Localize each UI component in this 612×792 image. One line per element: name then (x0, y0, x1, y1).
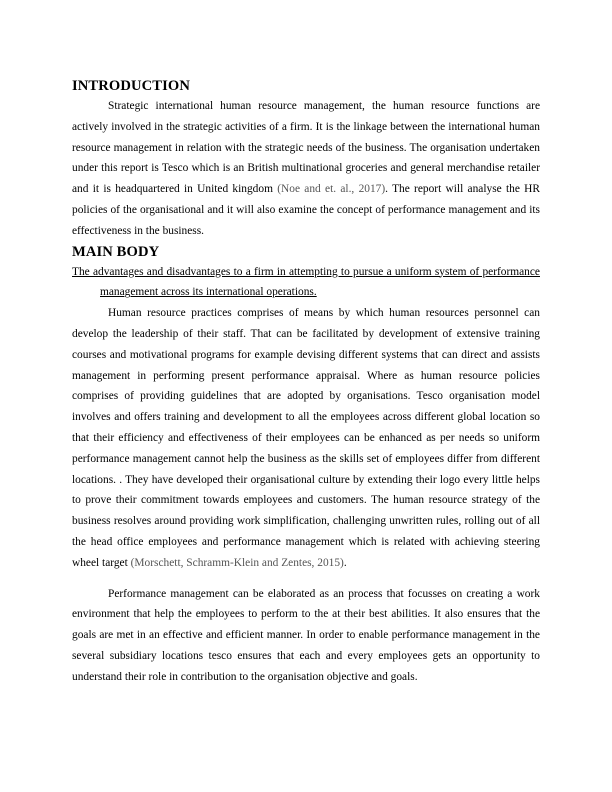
introduction-heading: INTRODUCTION (72, 78, 190, 94)
introduction-text-tail: . The report will analyse the HR policies of the organisational and it will also examine the concept of performance management and its effectiveness in the business. (72, 183, 540, 237)
paragraph-1-text-tail: . (343, 556, 347, 569)
main-body-subheading: The advantages and disadvantages to a firm in attempting to pursue a uniform system of performance management across its international operations. (72, 265, 540, 299)
main-body-paragraph-1 (72, 303, 540, 573)
introduction-text: Strategic international human resource management, the human resource functions are actively involved in the strategic activities of a firm. It is the linkage between the international human resource management in relation with the strategic needs of the business. The organisation undertaken under this report is Tesco which is an British multinational groceries and general merchandise retailer and it is headquartered in United kingdom (72, 100, 540, 196)
introduction-citation: (Noe and et. al., 2017) (277, 183, 386, 196)
paragraph-1-citation: (Morschett, Schramm-Klein and Zentes, 2015) (130, 556, 344, 569)
paragraph-1-text: Human resource practices comprises of means by which human resources personnel can develop the leadership of their staff. That can be facilitated by development of extensive training courses and motivational programs for example devising different systems that can direct and assists management in performing present performance appraisal. Where as human resource policies comprises of providing guidelines that are adopted by organisations. Tesco organisation model involves and offers training and development to all the employees across different global location so that their efficiency and effectiveness of their employees can be enhanced as per needs so uniform performance management cannot help the business as the skills set of employees differ from different locations. . They have developed their organisational culture by extending their logo every little helps to prove their commitment towards employees and customers. The human resource strategy of the business resolves around providing work simplification, challenging unwritten rules, rolling out of all the head office employees and performance management which is related with achieving steering wheel target (72, 307, 540, 569)
introduction-paragraph (72, 96, 540, 242)
main-body-heading: MAIN BODY (72, 243, 160, 260)
paragraph-spacer (72, 574, 540, 584)
main-body-paragraph-2: Performance management can be elaborated as an process that focusses on creating a work environment that help the employees to perform to the at their best abilities. It also ensures that the goals are met in an effective and efficient manner. In order to enable performance management in the several subsidiary locations tesco ensures that each and every employees gets an opportunity to understand their role in contribution to the organisation objective and goals. (72, 587, 540, 683)
document-page (72, 76, 540, 688)
